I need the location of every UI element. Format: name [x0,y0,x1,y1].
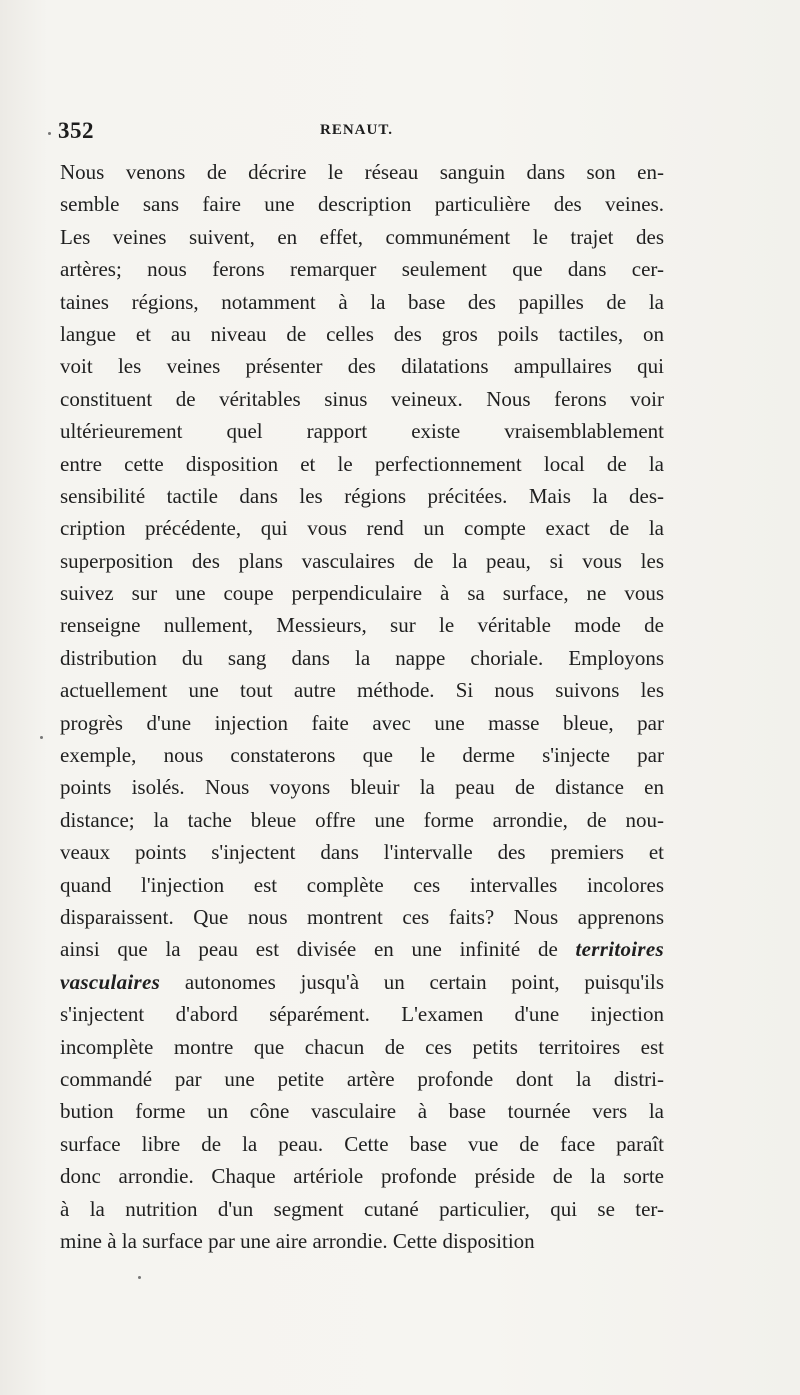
text-line: sensibilité tactile dans les régions précitées. Mais la des- [60,483,664,508]
text-line: à la nutrition d'un segment cutané particulier, qui se ter- [60,1196,664,1221]
text-line: incomplète montre que chacun de ces petits territoires est [60,1034,664,1059]
text-line: quand l'injection est complète ces intervalles incolores [60,872,664,897]
text-line: donc arrondie. Chaque artériole profonde préside de la sorte [60,1164,664,1189]
text-line: voit les veines présenter des dilatations ampullaires qui [60,354,664,379]
body-text [60,156,664,1257]
text-line: semble sans faire une description particulière des veines. [60,192,664,217]
text-line: artères; nous ferons remarquer seulement que dans cer- [60,257,664,282]
text-line: actuellement une tout autre méthode. Si nous suivons les [60,678,664,703]
text-line: suivez sur une coupe perpendiculaire à sa surface, ne vous [60,581,664,606]
text-line: bution forme un cône vasculaire à base tournée vers la [60,1099,664,1124]
line-text: ainsi que la peau est divisée en une infinité de [60,937,576,962]
text-line: Les veines suivent, en effet, communément le trajet des [60,224,664,249]
text-line: surface libre de la peau. Cette base vue de face paraît [60,1131,664,1156]
running-head: RENAUT. [320,122,393,138]
italic-term: territoires [575,937,664,962]
text-line [60,966,664,998]
text-line: points isolés. Nous voyons bleuir la peau de distance en [60,775,664,800]
page-number: 352 [58,118,94,143]
text-line: Nous venons de décrire le réseau sanguin dans son en- [60,160,664,184]
text-line: veaux points s'injectent dans l'intervalle des premiers et [60,840,664,865]
text-line: mine à la surface par une aire arrondie. Cette disposition [60,1228,535,1253]
text-line: superposition des plans vasculaires de la peau, si vous les [60,548,664,573]
print-speck [138,1276,141,1279]
text-line: ultérieurement quel rapport existe vraisemblablement [60,419,664,444]
text-line: cription précédente, qui vous rend un compte exact de la [60,516,664,541]
text-line: renseigne nullement, Messieurs, sur le véritable mode de [60,613,664,638]
text-line: exemple, nous constaterons que le derme s'injecte par [60,743,664,768]
text-line: distribution du sang dans la nappe choriale. Employons [60,645,664,670]
text-line: distance; la tache bleue offre une forme arrondie, de nou- [60,807,664,832]
page-header [58,118,664,148]
text-line: s'injectent d'abord séparément. L'examen d'une injection [60,1002,664,1027]
text-line: disparaissent. Que nous montrent ces faits? Nous apprenons [60,904,664,929]
text-line: entre cette disposition et le perfectionnement local de la [60,451,664,476]
text-line: constituent de véritables sinus veineux. Nous ferons voir [60,386,664,411]
print-speck [40,736,43,739]
text-line: langue et au niveau de celles des gros poils tactiles, on [60,321,664,346]
text-line: progrès d'une injection faite avec une masse bleue, par [60,710,664,735]
print-speck [48,132,51,135]
italic-term: vasculaires [60,969,161,994]
text-line: taines régions, notamment à la base des papilles de la [60,289,664,314]
text-line: commandé par une petite artère profonde dont la distri- [60,1066,664,1091]
text-line [60,933,664,965]
line-text: autonomes jusqu'à un certain point, puisqu'ils [160,969,664,994]
